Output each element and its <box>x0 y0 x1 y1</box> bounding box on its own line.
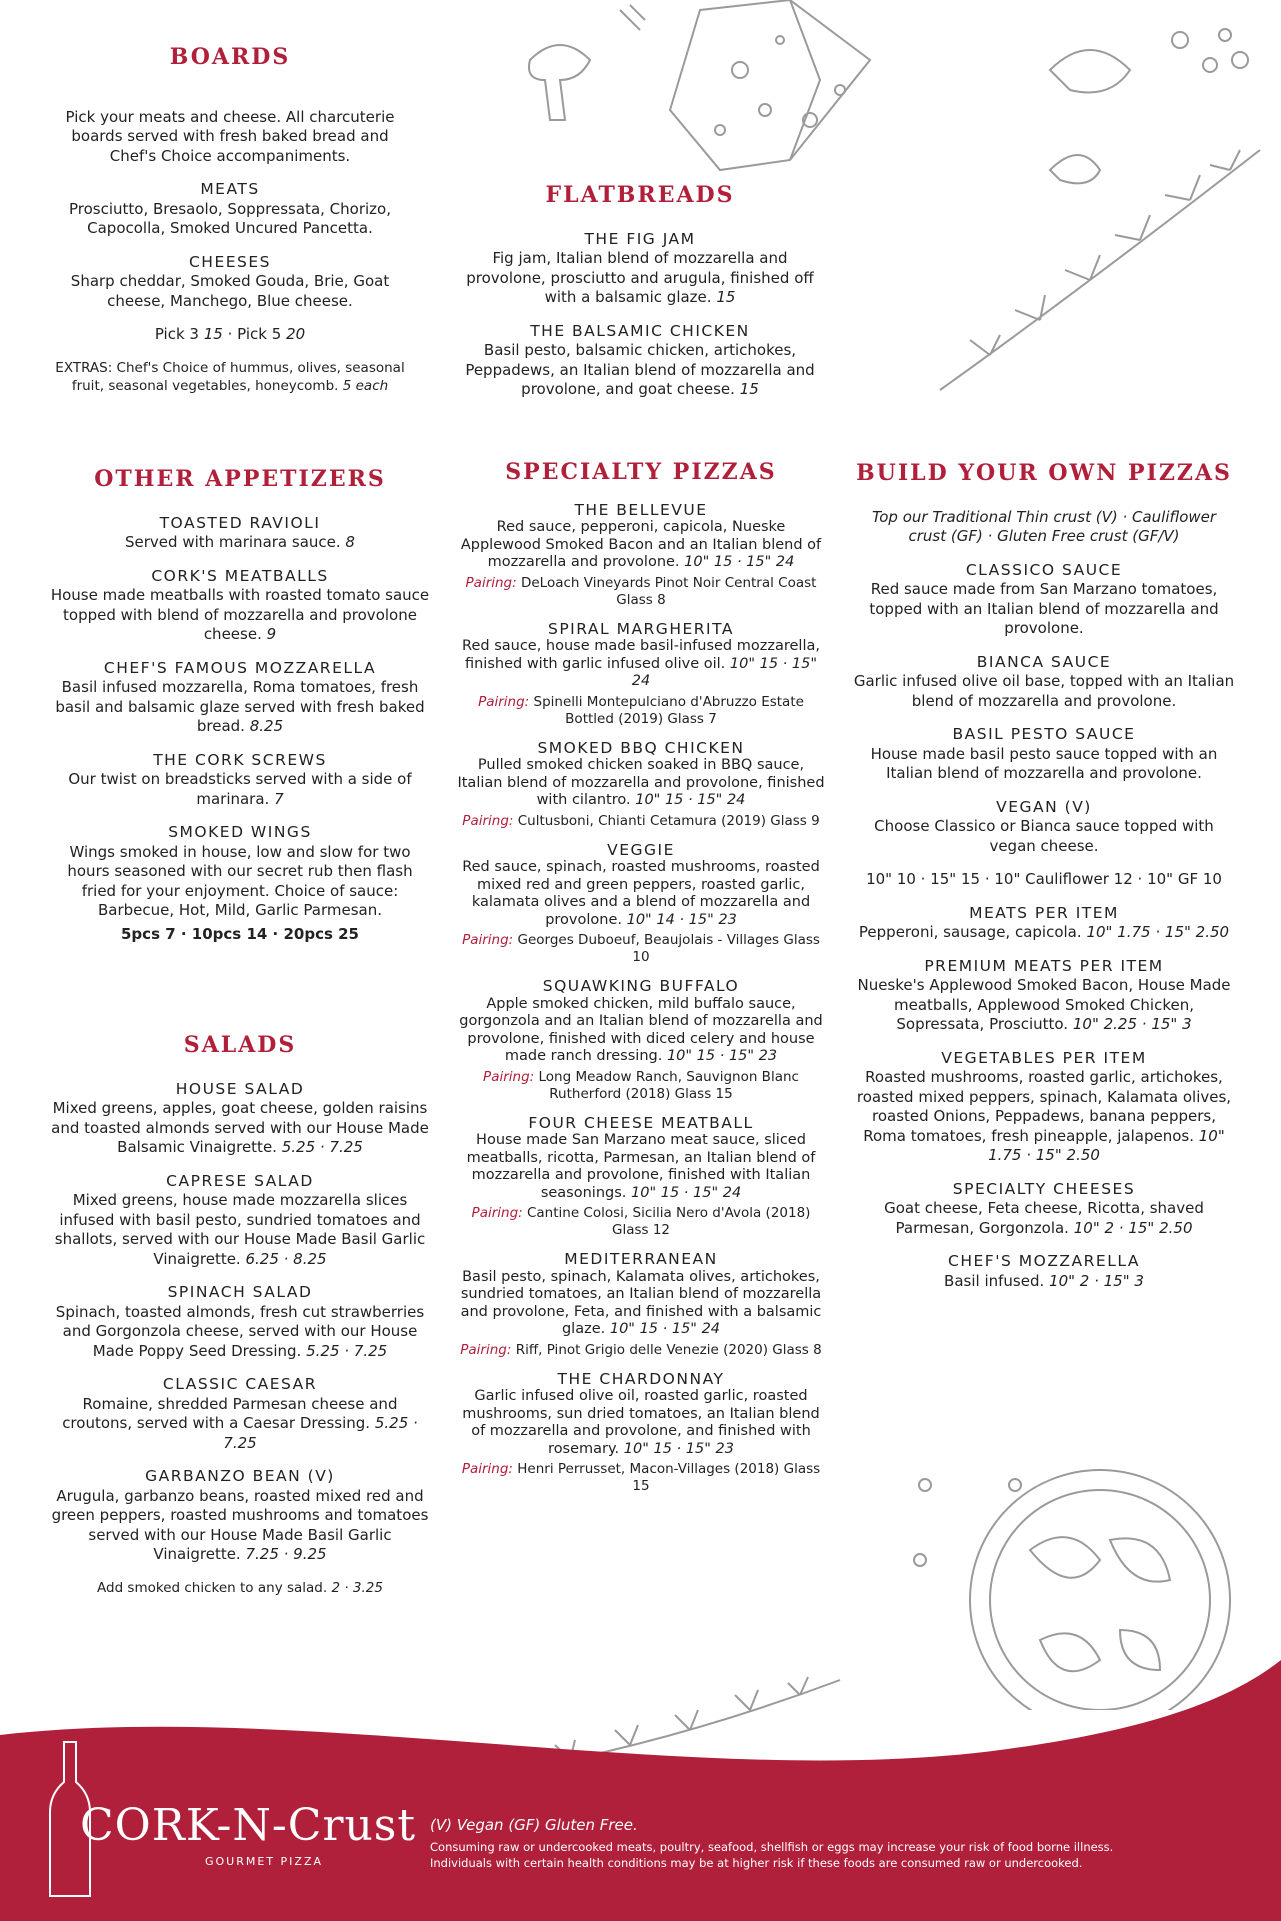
item-description <box>458 249 822 308</box>
menu-item <box>456 1371 826 1496</box>
menu-item <box>852 1049 1236 1166</box>
item-name: SMOKED WINGS <box>168 823 312 841</box>
menu-item <box>458 322 822 400</box>
pairing-text: Georges Duboeuf, Beaujolais - Villages Glass 10 <box>517 932 820 965</box>
meats-title: MEATS <box>200 180 260 198</box>
item-description <box>48 1395 432 1454</box>
board-prices: Pick 3 15 · Pick 5 20 <box>154 325 306 343</box>
pairing-label: Pairing: <box>465 574 517 591</box>
item-price: 9 <box>266 625 277 643</box>
salad-list <box>48 1080 432 1565</box>
item-description-text: Garlic infused olive oil, roasted garlic, roasted mushrooms, sun dried tomatoes, an Italian blend of mozzarella and provolone, and finished with rosemary. <box>462 1388 820 1457</box>
item-name: CHEF'S MOZZARELLA <box>948 1252 1140 1270</box>
meats-list: Prosciutto, Bresaolo, Soppressata, Chorizo, Capocolla, Smoked Uncured Pancetta. <box>69 199 391 237</box>
menu-item <box>456 740 826 830</box>
wine-pairing <box>456 1342 826 1359</box>
item-name: THE CHARDONNAY <box>557 1369 725 1388</box>
item-price: 8 <box>345 533 355 551</box>
menu-item <box>852 1180 1236 1239</box>
item-description-text: Wings smoked in house, low and slow for two hours seasoned with our secret rub then flash fried for your enjoyment. Choice of sauce: Barbecue, Hot, Mild, Garlic Parmesan. <box>67 842 413 919</box>
menu-item <box>48 751 432 810</box>
item-name: FOUR CHEESE MEATBALL <box>528 1113 754 1132</box>
item-description <box>852 672 1236 711</box>
item-description-text: Pulled smoked chicken soaked in BBQ sauce, Italian blend of mozzarella and provolone, finished with cilantro. <box>457 757 825 808</box>
brand-logo: CORK-N-Crust <box>80 1800 417 1851</box>
menu-item <box>456 1115 826 1240</box>
item-description <box>48 678 432 737</box>
item-name: SPIRAL MARGHERITA <box>548 619 734 638</box>
item-name: CLASSIC CAESAR <box>162 1375 318 1393</box>
item-description-text: Fig jam, Italian blend of mozzarella and provolone, prosciutto and arugula, finished off with a balsamic glaze. <box>466 249 814 306</box>
extras-text: EXTRAS: Chef's Choice of hummus, olives, seasonal fruit, seasonal vegetables, honeycomb. <box>55 359 405 394</box>
wine-pairing <box>456 1069 826 1103</box>
pairing-text: Long Meadow Ranch, Sauvignon Blanc Rutherford (2018) Glass 15 <box>538 1068 799 1102</box>
item-price: 10" 15 · 15" 23 <box>623 1440 734 1457</box>
extras-price: 5 each <box>342 377 389 394</box>
wine-pairing <box>456 1461 826 1495</box>
pairing-text: Cantine Colosi, Sicilia Nero d'Avola (2018) Glass 12 <box>526 1205 811 1238</box>
cheeses-title: CHEESES <box>188 252 272 271</box>
item-description <box>456 1388 826 1458</box>
menu-item <box>852 1252 1236 1291</box>
item-name: SMOKED BBQ CHICKEN <box>537 738 745 757</box>
item-description-text: Romaine, shredded Parmesan cheese and croutons, served with a Caesar Dressing. <box>62 1394 398 1432</box>
item-description <box>852 745 1236 784</box>
pairing-text: Riff, Pinot Grigio delle Venezie (2020) Glass 8 <box>515 1341 822 1358</box>
item-name: MEDITERRANEAN <box>564 1250 718 1268</box>
item-price: 10" 1.75 · 15" 2.50 <box>1086 923 1230 941</box>
item-name: VEGAN (V) <box>996 797 1092 816</box>
pairing-label: Pairing: <box>460 1341 512 1358</box>
menu-item <box>456 1251 826 1359</box>
wine-pairing <box>456 575 826 609</box>
pairing-label: Pairing: <box>461 1461 513 1477</box>
item-description <box>456 859 826 929</box>
item-name: PREMIUM MEATS PER ITEM <box>924 956 1164 975</box>
menu-item <box>458 230 822 308</box>
wine-pairing <box>456 1205 826 1239</box>
peppercorn-sketch <box>900 1470 1040 1580</box>
item-name: THE FIG JAM <box>584 229 696 248</box>
flatbreads-section <box>458 182 822 400</box>
item-description <box>852 923 1236 943</box>
item-name: TOASTED RAVIOLI <box>159 513 321 532</box>
section-title: FLATBREADS <box>545 182 735 208</box>
item-description-text: Garlic infused olive oil base, topped with an Italian blend of mozzarella and provolone. <box>853 672 1235 710</box>
item-price: 15 <box>716 288 736 306</box>
item-price: 7.25 · 9.25 <box>245 1545 327 1563</box>
item-price: 10" 1.75 · 15" 2.50 <box>988 1126 1225 1164</box>
addon-price: 2 · 3.25 <box>331 1579 383 1596</box>
item-description-text: Red sauce made from San Marzano tomatoes, topped with an Italian blend of mozzarella and provolone. <box>869 580 1219 637</box>
item-description-text: Choose Classico or Bianca sauce topped with vegan cheese. <box>874 817 1214 855</box>
wine-pairing <box>456 813 826 830</box>
pairing-label: Pairing: <box>483 1068 535 1085</box>
appetizers-section <box>48 466 432 944</box>
item-name: THE BELLEVUE <box>574 500 708 519</box>
item-name: CHEF'S FAMOUS MOZZARELLA <box>103 658 377 677</box>
pairing-label: Pairing: <box>478 693 530 710</box>
item-description-text: Apple smoked chicken, mild buffalo sauce, gorgonzola and an Italian blend of mozzarella and provolone, finished with diced celery and house made ranch dressing. <box>459 995 823 1064</box>
item-description <box>48 1487 432 1565</box>
item-description-text: Our twist on breadsticks served with a side of marinara. <box>68 770 412 808</box>
item-description <box>456 996 826 1066</box>
menu-item <box>48 514 432 553</box>
menu-item <box>852 561 1236 639</box>
menu-item <box>852 904 1236 943</box>
item-price: 10" 2 · 15" 2.50 <box>1073 1218 1193 1237</box>
item-name: HOUSE SALAD <box>175 1079 305 1098</box>
menu-item <box>852 653 1236 712</box>
item-description <box>48 1191 432 1269</box>
item-price: 7 <box>274 789 284 808</box>
item-description <box>458 341 822 400</box>
wine-pairing <box>456 932 826 966</box>
pick5-price: 20 <box>286 325 306 343</box>
item-name: VEGETABLES PER ITEM <box>941 1048 1147 1067</box>
item-description <box>852 1199 1236 1238</box>
item-name: CAPRESE SALAD <box>166 1171 314 1190</box>
appetizer-list <box>48 514 432 921</box>
byo-section <box>852 460 1236 1291</box>
pick5-label: Pick 5 <box>237 325 282 343</box>
brand-tagline: GOURMET PIZZA <box>205 1855 324 1868</box>
section-title: SPECIALTY PIZZAS <box>505 459 777 485</box>
salads-section <box>48 1032 432 1597</box>
boards-intro: Pick your meats and cheese. All charcuterie boards served with fresh baked bread and Chef's Choice accompaniments. <box>65 107 395 165</box>
item-description-text: Red sauce, house made basil-infused mozzarella, finished with garlic infused olive oil. <box>462 638 820 672</box>
item-description <box>456 519 826 572</box>
pairing-text: DeLoach Vineyards Pinot Noir Central Coast Glass 8 <box>520 574 817 608</box>
item-price: 10" 15 · 15" 24 <box>609 1321 721 1337</box>
pairing-label: Pairing: <box>462 932 514 948</box>
item-name: SPECIALTY CHEESES <box>952 1179 1136 1198</box>
diet-legend: (V) Vegan (GF) Gluten Free. <box>430 1816 638 1834</box>
boards-section <box>48 44 412 395</box>
menu-item <box>456 621 826 728</box>
item-description-text: Goat cheese, Feta cheese, Ricotta, shaved Parmesan, Gorgonzola. <box>884 1199 1204 1237</box>
pick3-price: 15 <box>203 325 223 343</box>
item-price: 10" 15 · 15" 24 <box>631 1184 742 1201</box>
item-price: 10" 15 · 15" 24 <box>635 792 746 808</box>
wings-prices: 5pcs 7 · 10pcs 14 · 20pcs 25 <box>121 924 359 943</box>
pick3-label: Pick 3 <box>154 325 199 343</box>
menu-item <box>852 798 1236 857</box>
item-price: 5.25 · 7.25 <box>306 1341 388 1360</box>
item-description <box>48 843 432 921</box>
menu-item <box>48 1467 432 1565</box>
item-name: BIANCA SAUCE <box>976 652 1112 671</box>
item-description-text: Basil infused. <box>944 1271 1045 1290</box>
item-price: 8.25 <box>249 717 284 735</box>
menu-item <box>456 978 826 1103</box>
item-description-text: Red sauce, pepperoni, capicola, Nueske Applewood Smoked Bacon and an Italian blend of mozzarella and provolone. <box>460 519 822 570</box>
item-name: BASIL PESTO SAUCE <box>952 725 1136 743</box>
item-price: 5.25 · 7.25 <box>223 1414 418 1452</box>
item-description-text: House made San Marzano meat sauce, sliced meatballs, ricotta, Parmesan, an Italian blend of mozzarella and provolone, finished with Italian seasonings. <box>466 1132 816 1201</box>
byo-size-prices: 10" 10 · 15" 15 · 10" Cauliflower 12 · 10" GF 10 <box>866 870 1222 888</box>
item-description-text: Basil pesto, balsamic chicken, artichokes, Peppadews, an Italian blend of mozzarella and provolone, and goat cheese. <box>465 341 815 398</box>
rosemary-sketch-top <box>930 140 1270 410</box>
menu-item <box>48 1172 432 1270</box>
flatbread-list <box>458 230 822 400</box>
item-description-text: Arugula, garbanzo beans, roasted mixed red and green peppers, roasted mushrooms and tomatoes served with our House Made Basil Garlic Vinaigrette. <box>51 1486 429 1563</box>
item-description-text: Pepperoni, sausage, capicola. <box>858 923 1082 941</box>
item-description <box>456 1132 826 1202</box>
item-description-text: Roasted mushrooms, roasted garlic, artichokes, roasted mixed peppers, spinach, Kalamata olives, roasted Onions, Peppadews, banana peppers, Roma tomatoes, fresh pineapple, jalapenos. <box>856 1068 1232 1145</box>
item-name: GARBANZO BEAN (V) <box>145 1467 335 1485</box>
specialty-list <box>456 502 826 1496</box>
item-description <box>456 757 826 810</box>
item-name: THE CORK SCREWS <box>153 750 327 769</box>
section-title: SALADS <box>183 1032 297 1058</box>
item-description <box>852 1272 1236 1292</box>
item-description <box>48 586 432 645</box>
salad-addon <box>48 1579 432 1597</box>
item-description-text: Basil infused mozzarella, Roma tomatoes, fresh basil and balsamic glaze served with fresh baked bread. <box>55 678 425 735</box>
item-price: 5.25 · 7.25 <box>281 1138 363 1156</box>
item-price: 10" 2.25 · 15" 3 <box>1072 1015 1192 1033</box>
item-description-text: Spinach, toasted almonds, fresh cut strawberries and Gorgonzola cheese, served with our House Made Poppy Seed Dressing. <box>55 1302 425 1360</box>
item-description <box>48 1099 432 1158</box>
item-price: 6.25 · 8.25 <box>245 1249 327 1268</box>
wine-pairing <box>456 694 826 728</box>
menu-item <box>48 1080 432 1158</box>
menu-item <box>852 725 1236 784</box>
byo-intro: Top our Traditional Thin crust (V) · Cauliflower crust (GF) · Gluten Free crust (GF/V) <box>871 507 1217 545</box>
menu-item <box>456 502 826 609</box>
item-price: 10" 14 · 15" 23 <box>626 911 737 928</box>
menu-item <box>48 567 432 645</box>
item-name: CORK'S MEATBALLS <box>151 566 329 585</box>
menu-item <box>852 957 1236 1035</box>
item-name: SPINACH SALAD <box>167 1283 313 1301</box>
pairing-text: Spinelli Montepulciano d'Abruzzo Estate Bottled (2019) Glass 7 <box>533 693 804 727</box>
item-name: CLASSICO SAUCE <box>965 560 1123 579</box>
item-description <box>456 638 826 691</box>
pairing-text: Cultusboni, Chianti Cetamura (2019) Glass 9 <box>517 812 820 829</box>
menu-item <box>48 823 432 921</box>
item-description <box>48 1303 432 1362</box>
item-description-text: House made basil pesto sauce topped with an Italian blend of mozzarella and provolone. <box>870 744 1218 782</box>
byo-extras <box>852 904 1236 1292</box>
item-name: SQUAWKING BUFFALO <box>542 977 740 995</box>
item-price: 10" 15 · 15" 24 <box>631 655 818 689</box>
item-description <box>852 976 1236 1035</box>
item-description-text: Served with marinara sauce. <box>125 533 341 551</box>
item-description <box>48 533 432 553</box>
item-description <box>852 1068 1236 1166</box>
item-price: 10" 15 · 15" 23 <box>666 1048 778 1064</box>
boards-extras <box>48 359 412 395</box>
pairing-label: Pairing: <box>462 812 514 829</box>
item-description <box>48 770 432 809</box>
item-description-text: Mixed greens, house made mozzarella slices infused with basil pesto, sundried tomatoes and shallots, served with our House Made Basil Garlic Vinaigrette. <box>54 1191 426 1268</box>
section-title: BOARDS <box>169 44 291 70</box>
item-description <box>852 580 1236 639</box>
menu-item <box>456 842 826 967</box>
item-description-text: Nueske's Applewood Smoked Bacon, House Made meatballs, Applewood Smoked Chicken, Sopressata, Prosciutto. <box>857 976 1231 1033</box>
item-price: 10" 15 · 15" 24 <box>684 554 795 570</box>
item-description <box>456 1269 826 1339</box>
item-description-text: House made meatballs with roasted tomato sauce topped with blend of mozzarella and provolone cheese. <box>50 586 430 643</box>
cheeses-list: Sharp cheddar, Smoked Gouda, Brie, Goat cheese, Manchego, Blue cheese. <box>70 272 390 310</box>
pairing-text: Henri Perrusset, Macon-Villages (2018) Glass 15 <box>517 1461 821 1494</box>
item-name: VEGGIE <box>607 840 675 859</box>
disclaimer-line-1: Consuming raw or undercooked meats, poultry, seafood, shellfish or eggs may increase your risk of food borne illness. <box>430 1840 1114 1854</box>
item-price: 15 <box>739 380 759 398</box>
item-description-text: Basil pesto, spinach, Kalamata olives, artichokes, sundried tomatoes, an Italian blend of mozzarella and provolone, Feta, and finished with a balsamic glaze. <box>460 1268 822 1337</box>
item-description-text: Red sauce, spinach, roasted mushrooms, roasted mixed red and green peppers, roasted garlic, kalamata olives and a blend of mozzarella and provolone. <box>462 859 820 928</box>
menu-item <box>48 1375 432 1453</box>
addon-text: Add smoked chicken to any salad. <box>97 1579 328 1596</box>
section-title: BUILD YOUR OWN PIZZAS <box>856 460 1232 486</box>
item-name: THE BALSAMIC CHICKEN <box>530 321 750 340</box>
pairing-label: Pairing: <box>471 1205 523 1221</box>
byo-list <box>852 561 1236 857</box>
menu-item <box>48 659 432 737</box>
item-description <box>852 817 1236 856</box>
item-name: MEATS PER ITEM <box>969 903 1119 922</box>
menu-item <box>48 1283 432 1361</box>
item-price: 10" 2 · 15" 3 <box>1049 1271 1144 1290</box>
specialty-section <box>456 459 826 1495</box>
footer-wave <box>0 1640 1281 1921</box>
item-description-text: Mixed greens, apples, goat cheese, golden raisins and toasted almonds served with our House Made Balsamic Vinaigrette. <box>51 1099 429 1156</box>
section-title: OTHER APPETIZERS <box>94 466 386 492</box>
disclaimer-line-2: Individuals with certain health conditions may be at higher risk if these foods are consumed raw or undercooked. <box>430 1856 1083 1870</box>
